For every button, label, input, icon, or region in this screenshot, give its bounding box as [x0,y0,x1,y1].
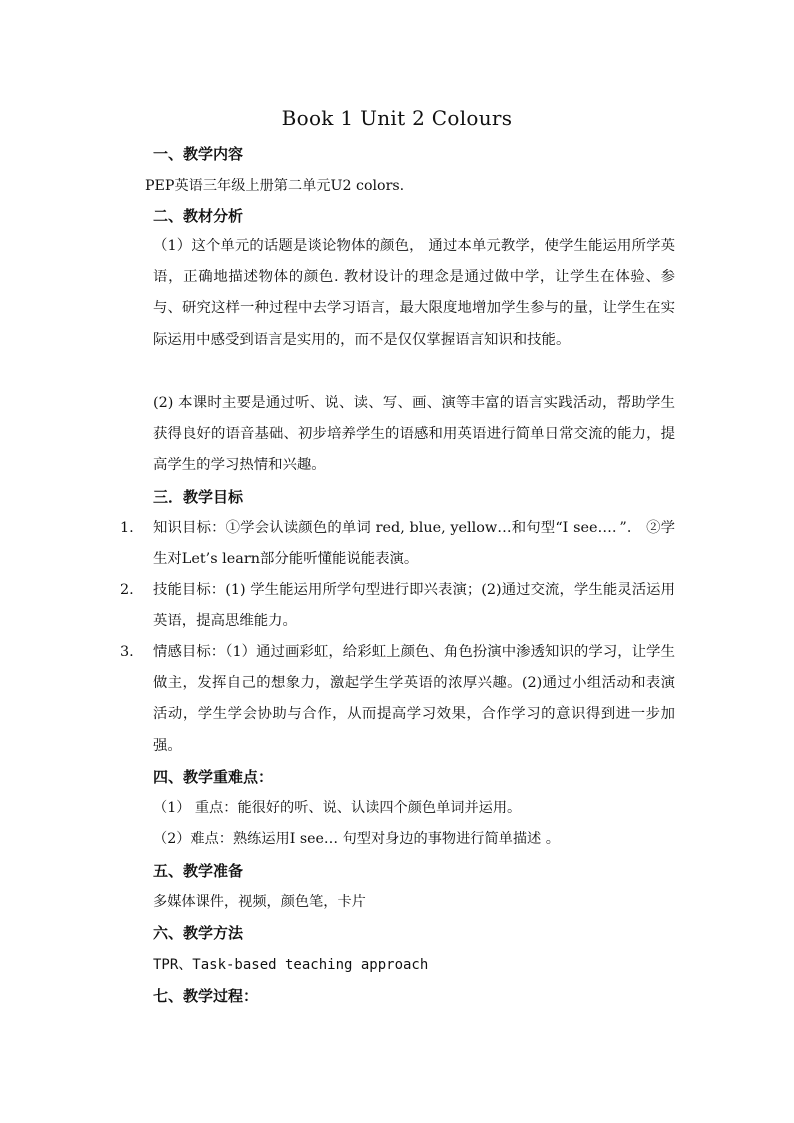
section-heading-analysis: 二、教材分析 [153,207,244,225]
section-heading-key-points: 四、教学重难点： [153,768,274,786]
objective-text: 情感目标：（1）通过画彩虹，给彩虹上颜色、角色扮演中渗透知识的学习，让学生做主，发挥自己的想象力，激起学生学英语的浓厚兴趣。(2)通过小组活动和表演活动，学生学会协助与合作，从而提高学习效果，合作学习的意识得到进一步加强。 [153,644,675,754]
section-heading-process: 七、教学过程： [153,987,259,1005]
methods-text: TPR、Task-based teaching approach [153,957,429,973]
preparation-text: 多媒体课件，视频，颜色笔，卡片 [153,894,366,910]
document-title: Book 1 Unit 2 Colours [281,106,513,130]
section-heading-content: 一、教学内容 [153,145,244,163]
section-heading-methods: 六、教学方法 [153,924,244,942]
analysis-paragraph-2: (2) 本课时主要是通过听、说、读、写、画、演等丰富的语言实践活动，帮助学生获得良好的语音基础、初步培养学生的语感和用英语进行简单日常交流的能力，提高学生的学习热情和兴趣。 [153,395,675,474]
objective-text: 技能目标：(1) 学生能运用所学句型进行即兴表演；(2)通过交流，学生能灵活运用英语，提高思维能力。 [153,582,675,630]
section-heading-preparation: 五、教学准备 [153,862,244,880]
objective-number: 2. [120,582,134,598]
section-content-text: PEP英语三年级上册第二单元U2 colors. [145,178,405,194]
analysis-paragraph-1: （1）这个单元的话题是谈论物体的颜色， 通过本单元教学，使学生能运用所学英语，正确地描述物体的颜色. 教材设计的理念是通过做中学，让学生在体验、参与、研究这样一种过程中去学习语言，最大限度地增加学生参与的量，让学生在实际运用中感受到语言是实用的，而不是仅仅掌握语言知识和技能。 [153,238,675,348]
objective-text: 知识目标：①学会认读颜色的单词 red, blue, yellow…和句型“I see…．”． ②学生对Let’s learn部分能听懂能说能表演。 [153,520,675,568]
objective-number: 1. [120,520,134,536]
key-point-line: （1） 重点：能很好的听、说、认读四个颜色单词并运用。 [153,800,522,816]
difficult-point-line: （2）难点：熟练运用I see… 句型对身边的事物进行简单描述 。 [153,831,560,847]
objective-number: 3. [120,644,134,660]
section-heading-objectives: 三．教学目标 [153,488,244,506]
